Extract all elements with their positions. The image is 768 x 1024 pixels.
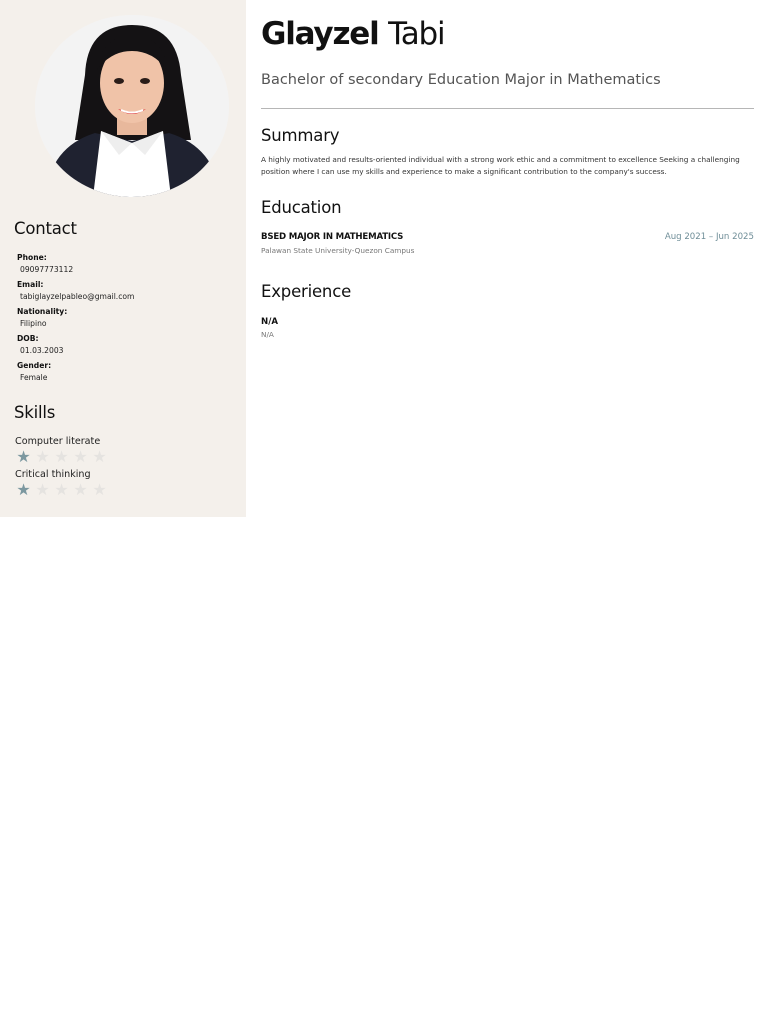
contact-label: Nationality: bbox=[17, 307, 68, 316]
contact-nationality bbox=[17, 307, 237, 328]
contact-phone bbox=[17, 253, 237, 274]
summary-text: A highly motivated and results-oriented individual with a strong work ethic and a commitment to excellence Seeking a challenging position where I can use my skills and experience to make a significant contribution to the company's success. bbox=[261, 155, 740, 176]
first-name: Glayzel bbox=[261, 16, 379, 52]
email-value: tabiglayzelpableo@gmail.com bbox=[20, 292, 135, 301]
star-icon: ★ bbox=[73, 480, 88, 499]
star-icon: ★ bbox=[54, 447, 69, 466]
experience-heading: Experience bbox=[261, 282, 352, 301]
candidate-role: Bachelor of secondary Education Major in Mathematics bbox=[261, 72, 661, 88]
skill-rating bbox=[15, 481, 235, 498]
star-icon: ★ bbox=[92, 480, 107, 499]
contact-gender bbox=[17, 361, 237, 382]
star-icon: ★ bbox=[92, 447, 107, 466]
star-icon: ★ bbox=[35, 480, 50, 499]
star-icon: ★ bbox=[35, 447, 50, 466]
star-icon: ★ bbox=[16, 480, 31, 499]
nationality-value: Filipino bbox=[20, 319, 47, 328]
star-icon: ★ bbox=[54, 480, 69, 499]
experience-title: N/A bbox=[261, 317, 278, 327]
gender-value: Female bbox=[20, 373, 48, 382]
contact-label: DOB: bbox=[17, 334, 39, 343]
header-divider bbox=[261, 108, 754, 109]
experience-subtitle: N/A bbox=[261, 330, 274, 339]
summary-heading: Summary bbox=[261, 126, 340, 145]
skill-name: Critical thinking bbox=[15, 469, 91, 480]
dob-value: 01.03.2003 bbox=[20, 346, 64, 355]
contact-label: Gender: bbox=[17, 361, 52, 370]
sidebar bbox=[0, 0, 246, 517]
candidate-name bbox=[261, 16, 444, 52]
last-name: Tabi bbox=[388, 16, 445, 52]
education-heading: Education bbox=[261, 198, 342, 217]
skills-heading: Skills bbox=[14, 403, 56, 422]
profile-photo bbox=[35, 15, 229, 197]
skill-item bbox=[15, 436, 235, 465]
contact-heading: Contact bbox=[14, 219, 77, 238]
phone-value: 09097773112 bbox=[20, 265, 74, 274]
education-dates: Aug 2021 – Jun 2025 bbox=[664, 232, 754, 242]
contact-label: Phone: bbox=[17, 253, 47, 262]
skill-item bbox=[15, 469, 235, 498]
skill-rating bbox=[15, 448, 235, 465]
skill-name: Computer literate bbox=[15, 436, 101, 447]
education-degree: BSED MAJOR IN MATHEMATICS bbox=[261, 232, 404, 242]
contact-label: Email: bbox=[17, 280, 44, 289]
star-icon: ★ bbox=[73, 447, 88, 466]
education-school: Palawan State University-Quezon Campus bbox=[261, 246, 415, 255]
star-icon: ★ bbox=[16, 447, 31, 466]
contact-dob bbox=[17, 334, 237, 355]
contact-email bbox=[17, 280, 237, 301]
